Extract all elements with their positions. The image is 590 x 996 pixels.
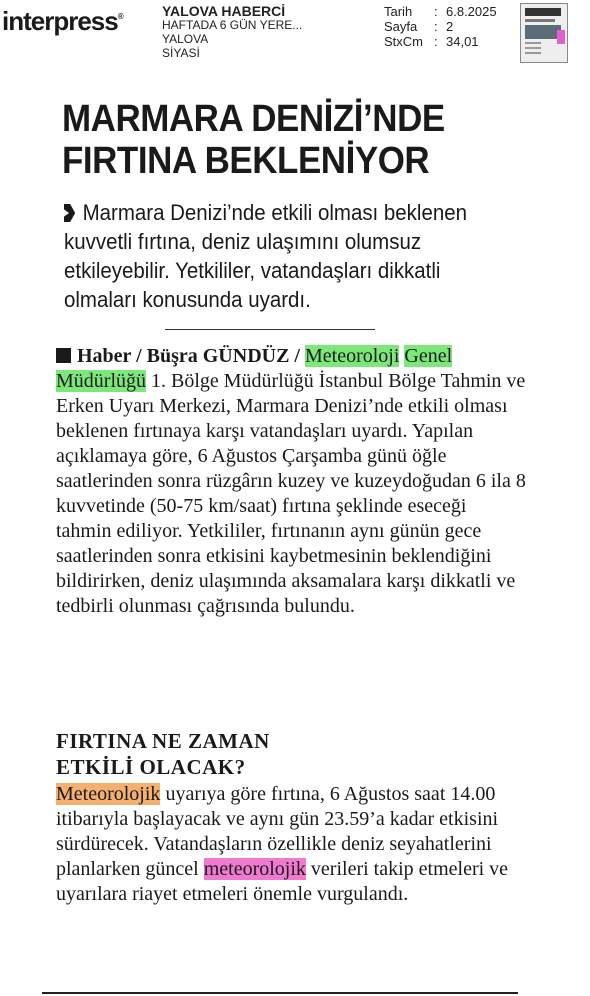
subhead-line-2: ETKİLİ OLACAK? [56, 755, 246, 779]
page-thumbnail[interactable] [520, 3, 568, 63]
subhead-line-1: FIRTINA NE ZAMAN [56, 729, 270, 753]
article-body-2 [56, 782, 526, 907]
page-value: 2 [446, 19, 454, 34]
stxcm-label: StxCm [384, 34, 423, 49]
page-separator: : [434, 19, 438, 34]
bottom-rule [42, 992, 518, 994]
logo-text: interpress [2, 6, 118, 36]
interpress-logo [2, 6, 123, 37]
clipping-meta [384, 4, 497, 49]
divider [165, 329, 375, 330]
publication-category: SİYASİ [162, 46, 200, 60]
page-row [384, 19, 497, 34]
paragraph-2-text: uyarıya göre fırtına, 6 Ağustos saat 14.00 itibarıyla başlayacak ve aynı gün 23.59’a kadar etkisini sürdürecek. Vatandaşların özellikle deniz seyahatlerini planlarken güncel [56, 783, 499, 880]
headline-line-1: MARMARA DENİZİ’NDE [62, 98, 445, 140]
headline-line-2: FIRTINA BEKLENİYOR [62, 140, 430, 182]
highlight-term: Meteoroloji [304, 345, 400, 367]
byline-square-icon [56, 348, 71, 363]
article-body [56, 344, 526, 619]
stxcm-separator: : [434, 34, 438, 49]
registered-mark: ® [117, 12, 123, 21]
date-row [384, 4, 497, 19]
paragraph-1-text: 1. Bölge Müdürlüğü İstanbul Bölge Tahmin ve Erken Uyarı Merkezi, Marmara Denizi’nde etkili olması beklenen fırtınaya karşı vatandaşları uyardı. Yapılan açıklamaya göre, 6 Ağustos Çarşamba günü öğle saatlerinden sonra rüzgârın kuzey ve kuzeydoğudan 6 ila 8 kuvvetinde (50-75 km/saat) fırtına şeklinde eseceği tahmin ediliyor. Yetkililer, fırtınanın aynı günün gece saatlerinden sonra etkisini kaybetmesinin beklendiğini bildirirken, deniz ulaşımında aksamalara karşı dikkatli ve tedbirli olunması çağrısında bulundu. [56, 370, 526, 617]
stxcm-row [384, 34, 497, 49]
highlight-term: Meteorolojik [56, 783, 161, 805]
publication-name: YALOVA HABERCİ [162, 3, 286, 19]
article-lead [64, 198, 510, 314]
section-subhead [56, 728, 526, 780]
publication-info [162, 4, 302, 60]
highlight-term: Müdürlüğü [56, 370, 146, 392]
byline: Haber / Büşra GÜNDÜZ / [77, 345, 305, 367]
paragraph-2-end: verileri takip etmeleri ve uyarılara riayet etmeleri önemle vurgulandı. [56, 858, 509, 905]
highlight-term: Genel [404, 345, 453, 367]
page-label: Sayfa [384, 19, 418, 34]
stxcm-value: 34,01 [446, 34, 479, 49]
date-separator: : [434, 4, 438, 19]
date-label: Tarih [384, 4, 413, 19]
date-value: 6.8.2025 [446, 4, 497, 19]
article-headline [62, 98, 522, 182]
paragraph-1 [56, 344, 526, 619]
bullet-arrow-icon [64, 204, 75, 222]
paragraph-2 [56, 782, 526, 907]
publication-city: YALOVA [162, 32, 209, 46]
lead-text: Marmara Denizi’nde etkili olması beklenen kuvvetli fırtına, deniz ulaşımını olumsuz etkileyebilir. Yetkililer, vatandaşları dikkatli olmaları konusunda uyardı. [64, 200, 467, 312]
publication-frequency: HAFTADA 6 GÜN YERE... [162, 18, 303, 32]
highlight-term: meteorolojik [203, 858, 306, 880]
